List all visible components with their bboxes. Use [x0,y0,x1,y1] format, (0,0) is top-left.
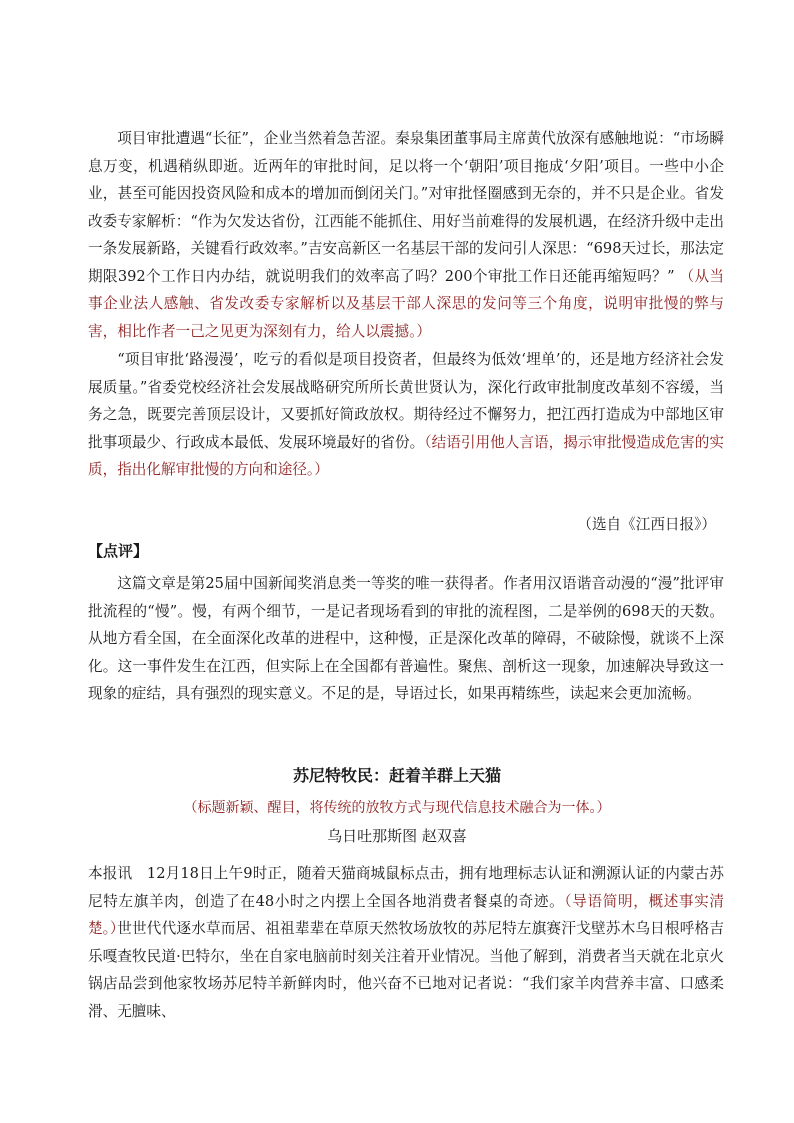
review-paragraph: 这篇文章是第25届中国新闻奖消息类一等奖的唯一获得者。作者用汉语谐音动漫的“漫”批评审批流程的“慢”。慢，有两个细节，一是记者现场看到的审批的流程图，二是举例的698天的天数。从地方看全国，在全面深化改革的进程中，这种慢，正是深化改革的障碍，不破除慢，就谈不上深化。这一事件发生在江西，但实际上在全国都有普遍性。聚焦、剖析这一现象，加速解决导致这一现象的症结，具有强烈的现实意义。不足的是，导语过长，如果再精练些，读起来会更加流畅。 [88,575,724,702]
review-heading: 【点评】 [88,542,149,560]
commentary-note: （从当事企业法人感触、省发改委专家解析以及基层干部人深思的发问等三个角度，说明审批慢的弊与害，相比作者一己之见更为深刻有力，给人以震撼。） [88,267,724,340]
paragraph-text: “项目审批‘路漫漫’，吃亏的看似是项目投资者，但最终为低效‘埋单’的，还是地方经济社会发展质量。”省委党校经济社会发展战略研究所所长黄世贤认为，深化行政审批制度改革刻不容缓，当务之急，既要完善顶层设计，又要抓好简政放权。期待经过不懈努力，把江西打造成为中部地区审批事项最少、行政成本最低、发展环境最好的省份。 [88,351,724,451]
commentary-note: （导语简明，概述事实清楚。） [88,892,724,937]
article1-paragraph-1 [88,125,724,345]
article1-paragraph-2 [88,346,724,484]
title-commentary-note: （标题新颖、醒目，将传统的放牧方式与现代信息技术融合为一体。） [183,800,611,816]
article2-title: 苏尼特牧民：赶着羊群上天猫 [292,766,501,785]
commentary-note: （结语引用他人言语，揭示审批慢造成危害的实质，指出化解审批慢的方向和途径。） [88,433,724,478]
article2-byline: 乌日吐那斯图 赵双喜 [327,827,467,845]
paragraph-text: 本报讯 12月18日上午9时正，随着天猫商城鼠标点击，拥有地理标志认证和溯源认证的内蒙古苏尼特左旗羊肉，创造了在48小时之内摆上全国各地消费者餐桌的奇迹。 [88,865,724,910]
source-citation: （选自《江西日报》） [577,516,716,533]
paragraph-text: 项目审批遭遇“长征”，企业当然着急苦涩。秦泉集团董事局主席黄代放深有感触地说：“市场瞬息万变，机遇稍纵即逝。近两年的审批时间，足以将一个‘朝阳’项目拖成‘夕阳’项目。一些中小企业，甚至可能因投资风险和成本的增加而倒闭关门。”对审批怪圈感到无奈的，并不只是企业。省发改委专家解析：“作为欠发达省份，江西能不能抓住、用好当前难得的发展机遇，在经济升级中走出一条发展新路，关键看行政效率。”吉安高新区一名基层干部的发问引人深思：“698天过长，那法定期限392个工作日内办结，就说明我们的效率高了吗？200个审批工作日还能再缩短吗？” [88,130,724,285]
article2-paragraph-2: 世世代代逐水草而居、祖祖辈辈在草原天然牧场放牧的苏尼特左旗赛汗戈壁苏木乌日根呼格吉乐嘎查牧民道·巴特尔，坐在自家电脑前时刻关注着开业情况。当他了解到，消费者当天就在北京火锅店品尝到他家牧场苏尼特羊新鲜肉时，他兴奋不已地对记者说：“我们家羊肉营养丰富、口感柔滑、无膻味、 [88,920,724,1020]
